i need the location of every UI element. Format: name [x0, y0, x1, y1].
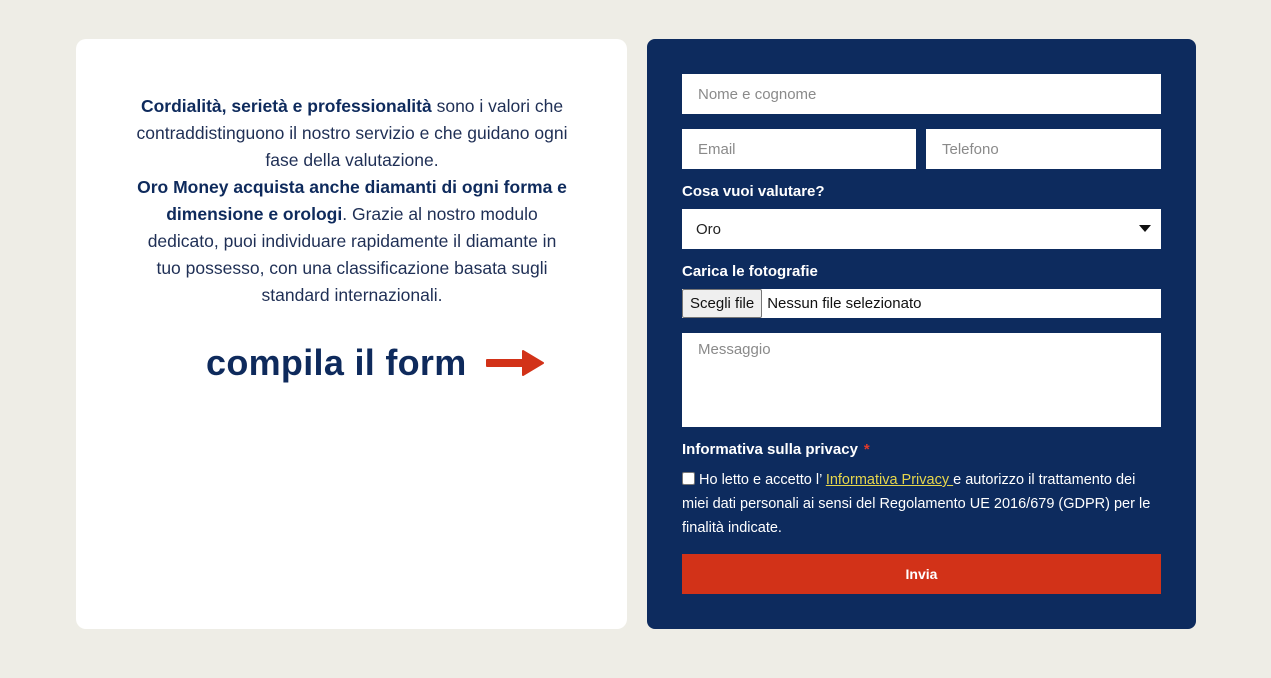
intro-text — [136, 93, 568, 309]
photo-file-input — [682, 289, 1161, 318]
privacy-policy-link[interactable]: Informativa Privacy — [825, 472, 954, 488]
intro-diamonds-bold: Oro Money acquista anche diamanti di ogni forma e dimensione e orologi — [137, 177, 567, 224]
consent-prefix: Ho letto e accetto l’ — [699, 472, 826, 488]
cta-text: compila il form — [206, 342, 467, 383]
intro-values-text: sono i valori che contraddistinguono il nostro servizio e che guidano ogni fase della valutazione. — [136, 96, 568, 170]
privacy-label — [682, 441, 870, 458]
intro-card — [76, 39, 627, 629]
evaluate-selected-value: Oro — [696, 220, 722, 238]
evaluation-form — [647, 39, 1196, 629]
privacy-consent — [682, 468, 1162, 540]
required-asterisk: * — [863, 441, 870, 458]
privacy-label-text: Informativa sulla privacy — [682, 441, 858, 458]
intro-diamonds-text: . Grazie al nostro modulo dedicato, puoi individuare rapidamente il diamante in tuo possesso, con una classificazione basata sugli standard internazionali. — [147, 204, 557, 305]
photos-label: Carica le fotografie — [682, 263, 818, 280]
name-input[interactable] — [682, 74, 1161, 114]
evaluate-label: Cosa vuoi valutare? — [682, 183, 825, 200]
choose-file-button[interactable]: Scegli file — [682, 289, 762, 318]
caret-down-icon — [1139, 225, 1151, 232]
intro-values-bold: Cordialità, serietà e professionalità — [140, 96, 432, 116]
submit-button[interactable]: Invia — [682, 554, 1161, 594]
cta — [206, 338, 586, 388]
file-status-text: Nessun file selezionato — [767, 295, 922, 312]
phone-input[interactable] — [926, 129, 1161, 169]
privacy-checkbox[interactable] — [682, 472, 695, 485]
message-textarea[interactable] — [682, 333, 1161, 427]
evaluate-select[interactable] — [682, 209, 1161, 249]
consent-suffix: e autorizzo il trattamento dei miei dati personali ai sensi del Regolamento UE 2016/679 (GDPR) per le finalità indicate. — [682, 472, 1151, 536]
email-input[interactable] — [682, 129, 916, 169]
arrow-right-icon — [485, 348, 545, 378]
